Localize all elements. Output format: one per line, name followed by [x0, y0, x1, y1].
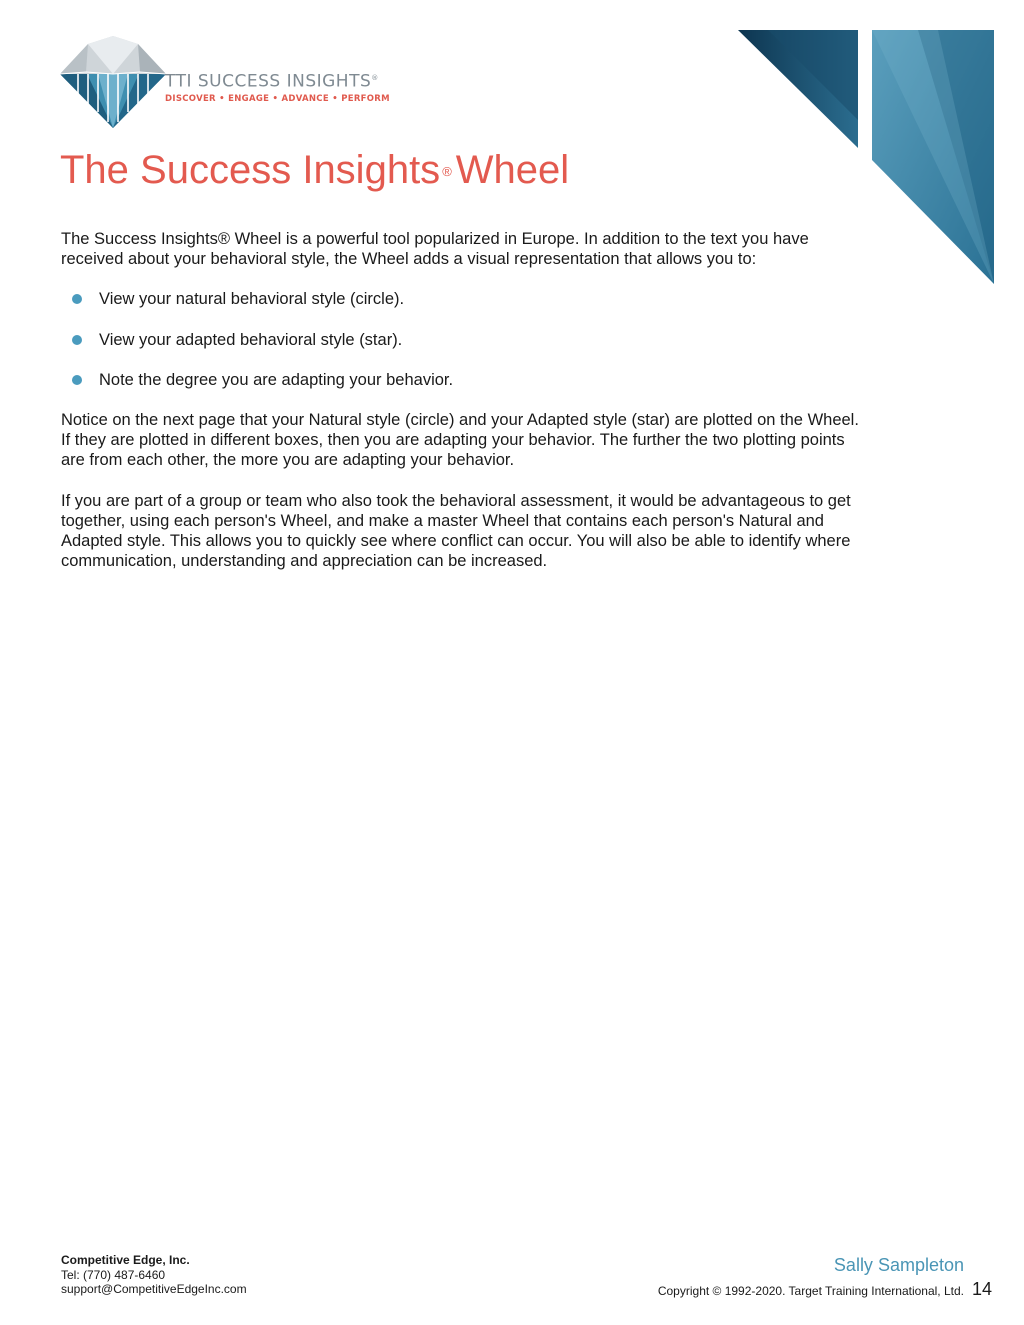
- page-title: The Success Insights ® Wheel: [60, 148, 570, 192]
- intro-paragraph: The Success Insights® Wheel is a powerful tool popularized in Europe. In addition to the text you have received about your behavioral style, the Wheel adds a visual representation that allows you to:: [61, 230, 809, 269]
- email-address: support@CompetitiveEdgeInc.com: [61, 1282, 247, 1296]
- phone-number: Tel: (770) 487-6460: [61, 1267, 166, 1282]
- team-paragraph: If you are part of a group or team who also took the behavioral assessment, it would be advantageous to get together, using each person's Wheel, and make a master Wheel that contains each person's Natural and Adapted style. This allows you to quickly see where conflict can occur. You will also be able to identify where communication, understanding and appreciation can be increased.: [61, 491, 851, 571]
- copyright-notice: Copyright © 1992-2020. Target Training International, Ltd.: [657, 1284, 964, 1298]
- bullet-dot-icon: [72, 375, 82, 385]
- body-content: [61, 229, 861, 591]
- list-item: Note the degree you are adapting your behavior.: [61, 370, 861, 390]
- footer-contact: [61, 1253, 247, 1297]
- list-item: View your adapted behavioral style (star).: [61, 330, 861, 350]
- bullet-list: [61, 289, 861, 390]
- bullet-dot-icon: [72, 294, 82, 304]
- person-name: Sally Sampleton: [833, 1255, 964, 1275]
- natural-adapted-paragraph: Notice on the next page that your Natural style (circle) and your Adapted style (star) are plotted on the Wheel. If they are plotted in different boxes, then you are adapting your behavior. The further the two plotting points are from each other, the more you are adapting your behavior.: [61, 411, 859, 470]
- list-item: View your natural behavioral style (circle).: [61, 289, 861, 309]
- brand-name: TTI SUCCESS INSIGHTS®: [165, 71, 379, 92]
- diamond-logo-icon: [58, 34, 168, 130]
- company-name: Competitive Edge, Inc.: [61, 1253, 190, 1267]
- bullet-dot-icon: [72, 335, 82, 345]
- page-number: 14: [972, 1279, 993, 1299]
- brand-block: [165, 68, 390, 104]
- brand-tagline: DISCOVER • ENGAGE • ADVANCE • PERFORM: [165, 93, 390, 104]
